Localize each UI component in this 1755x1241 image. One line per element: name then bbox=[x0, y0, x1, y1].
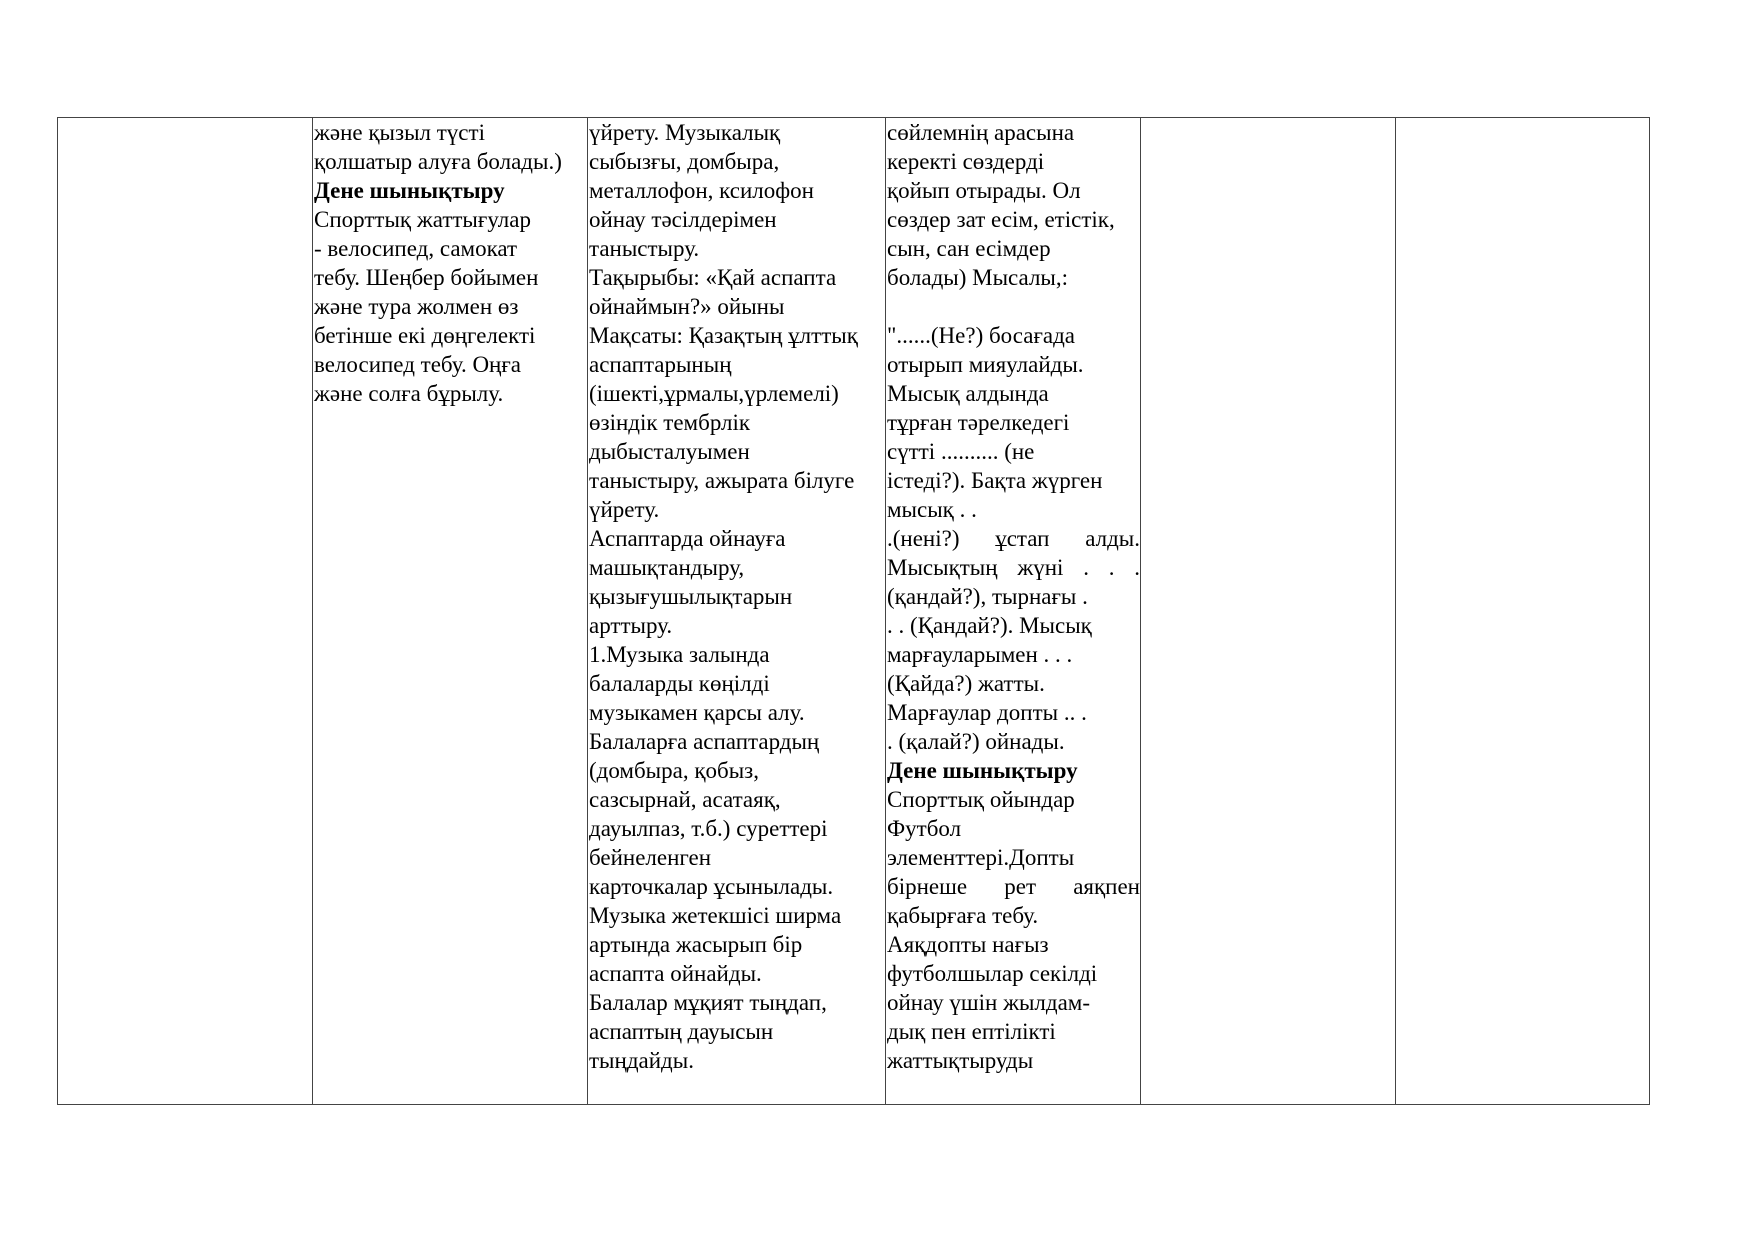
cell-text-line: Мақсаты: Қазақтың ұлттық bbox=[589, 323, 858, 348]
cell-text-line: элементтері.Допты bbox=[887, 845, 1075, 870]
cell-text-line: Спорттық ойындар bbox=[887, 787, 1075, 812]
cell-text-line bbox=[887, 553, 1140, 582]
cell-text-line: тұрған тәрелкедегі bbox=[887, 410, 1070, 435]
cell-text-line: сөздер зат есім, етістік, bbox=[887, 207, 1115, 232]
table-cell-col4 bbox=[886, 118, 1141, 1105]
cell-text-line: Аспаптарда ойнауға bbox=[589, 526, 786, 551]
cell-text-line bbox=[887, 524, 1140, 553]
cell-text-line: өзіндік тембрлік bbox=[589, 410, 751, 435]
cell-text-line: футболшылар секілді bbox=[887, 961, 1098, 986]
cell-text-line: дық пен ептілікті bbox=[887, 1019, 1056, 1044]
cell-text-line: арттыру. bbox=[589, 613, 673, 638]
cell-text-line: тыңдайды. bbox=[589, 1048, 694, 1073]
cell-text-word: . bbox=[1083, 555, 1089, 580]
cell-text-line: таныстыру, ажырата білуге bbox=[589, 468, 855, 493]
cell-text-line: сөйлемнің арасына bbox=[887, 120, 1075, 145]
table-row bbox=[58, 118, 1650, 1105]
cell-text-line: ойнаймын?» ойыны bbox=[589, 294, 785, 319]
cell-text-line: балаларды көңілді bbox=[589, 671, 770, 696]
cell-text-line: металлофон, ксилофон bbox=[589, 178, 814, 203]
cell-text-line: қызығушылықтарын bbox=[589, 584, 793, 609]
cell-text-line: тебу. Шеңбер бойымен bbox=[314, 265, 539, 290]
cell-text-line: істеді?). Бақта жүрген bbox=[887, 468, 1103, 493]
cell-text-word: Мысықтың bbox=[887, 555, 998, 580]
cell-text-line: болады) Мысалы,: bbox=[887, 265, 1069, 290]
cell-text-line: бейнеленген bbox=[589, 845, 712, 870]
cell-text-line: ойнау тәсілдерімен bbox=[589, 207, 777, 232]
cell-text-line: Музыка жетекшісі ширма bbox=[589, 903, 842, 928]
cell-text-line: Футбол bbox=[887, 816, 962, 841]
cell-text-line: "......(Не?) босағада bbox=[887, 323, 1076, 348]
cell-text-line: артында жасырып бір bbox=[589, 932, 803, 957]
cell-text-line: Дене шынықтыру bbox=[314, 178, 505, 203]
cell-text-word: . bbox=[1108, 555, 1115, 580]
cell-text-line: сын, сан есімдер bbox=[887, 236, 1051, 261]
cell-text-line bbox=[887, 292, 1140, 321]
cell-text-line: сазсырнай, асатаяқ, bbox=[589, 787, 781, 812]
cell-text-line: Балалар мұқият тыңдап, bbox=[589, 990, 827, 1015]
cell-text-line: Аяқдопты нағыз bbox=[887, 932, 1049, 957]
cell-text-line: . (қалай?) ойнады. bbox=[887, 729, 1065, 754]
table-cell-col3 bbox=[588, 118, 886, 1105]
cell-text-word: рет bbox=[1004, 874, 1036, 899]
cell-text-line: дауылпаз, т.б.) суреттері bbox=[589, 816, 828, 841]
cell-text-line: - велосипед, самокат bbox=[314, 236, 518, 261]
cell-text-line: бетінше екі дөңгелекті bbox=[314, 323, 536, 348]
cell-text-line: Тақырыбы: «Қай аспапта bbox=[589, 265, 837, 290]
cell-text-line: сүтті .......... (не bbox=[887, 439, 1035, 464]
cell-text-line: (домбыра, қобыз, bbox=[589, 758, 760, 783]
cell-text-line: музыкамен қарсы алу. bbox=[589, 700, 805, 725]
cell-text-line: аспапта ойнайды. bbox=[589, 961, 762, 986]
cell-text-line: қолшатыр алуға болады.) bbox=[314, 149, 562, 174]
cell-text-line: велосипед тебу. Оңға bbox=[314, 352, 522, 377]
cell-text-line: Марғаулар допты .. . bbox=[887, 700, 1087, 725]
cell-text-word: . bbox=[1134, 555, 1140, 580]
cell-text-word: аяқпен bbox=[1073, 874, 1140, 899]
cell-text-line: (ішекті,ұрмалы,үрлемелі) bbox=[589, 381, 839, 406]
cell-text-line: аспаптарының bbox=[589, 352, 732, 377]
cell-text-line: және солға бұрылу. bbox=[314, 381, 504, 406]
cell-text-line: таныстыру. bbox=[589, 236, 700, 261]
cell-text-line: мысық . . bbox=[887, 497, 977, 522]
cell-text-word: .(нені?) bbox=[887, 526, 960, 551]
cell-text-line: ойнау үшін жылдам- bbox=[887, 990, 1091, 1015]
cell-text-line: 1.Музыка залында bbox=[589, 642, 770, 667]
cell-text-line: Балаларға аспаптардың bbox=[589, 729, 820, 754]
cell-text-line: марғауларымен . . . bbox=[887, 642, 1073, 667]
plan-table bbox=[57, 117, 1650, 1105]
cell-text-line: (қандай?), тырнағы . bbox=[887, 584, 1088, 609]
cell-text-line: Дене шынықтыру bbox=[887, 758, 1078, 783]
table-cell-col2 bbox=[313, 118, 588, 1105]
table-cell-col6 bbox=[1396, 118, 1650, 1105]
cell-text-line: машықтандыру, bbox=[589, 555, 745, 580]
table-cell-col5 bbox=[1141, 118, 1396, 1105]
cell-text-line: қабырғаға тебу. bbox=[887, 903, 1039, 928]
cell-text-line: жаттықтыруды bbox=[887, 1048, 1034, 1073]
cell-text-line: отырып мияулайды. bbox=[887, 352, 1084, 377]
cell-text-line: үйрету. bbox=[589, 497, 660, 522]
cell-text-word: алды. bbox=[1085, 526, 1140, 551]
cell-text-line: және тура жолмен өз bbox=[314, 294, 519, 319]
cell-text-line: қойып отырады. Ол bbox=[887, 178, 1081, 203]
table-cell-col1 bbox=[58, 118, 313, 1105]
cell-text-line: . . (Қандай?). Мысық bbox=[887, 613, 1092, 638]
cell-text-word: ұстап bbox=[995, 526, 1050, 551]
cell-text-line: Мысық алдында bbox=[887, 381, 1049, 406]
cell-text-line: (Қайда?) жатты. bbox=[887, 671, 1045, 696]
cell-text-line: және қызыл түсті bbox=[314, 120, 485, 145]
cell-text-line: үйрету. Музыкалық bbox=[589, 120, 781, 145]
cell-text-line: керекті сөздерді bbox=[887, 149, 1045, 174]
cell-text-word: бірнеше bbox=[887, 874, 968, 899]
cell-text-line: дыбысталуымен bbox=[589, 439, 750, 464]
cell-text-line: Спорттық жаттығулар bbox=[314, 207, 531, 232]
cell-text-line: сыбызғы, домбыра, bbox=[589, 149, 780, 174]
cell-text-line bbox=[887, 872, 1140, 901]
cell-text-line: карточкалар ұсынылады. bbox=[589, 874, 834, 899]
cell-text-line: аспаптың дауысын bbox=[589, 1019, 774, 1044]
cell-text-word: жүні bbox=[1017, 555, 1064, 580]
